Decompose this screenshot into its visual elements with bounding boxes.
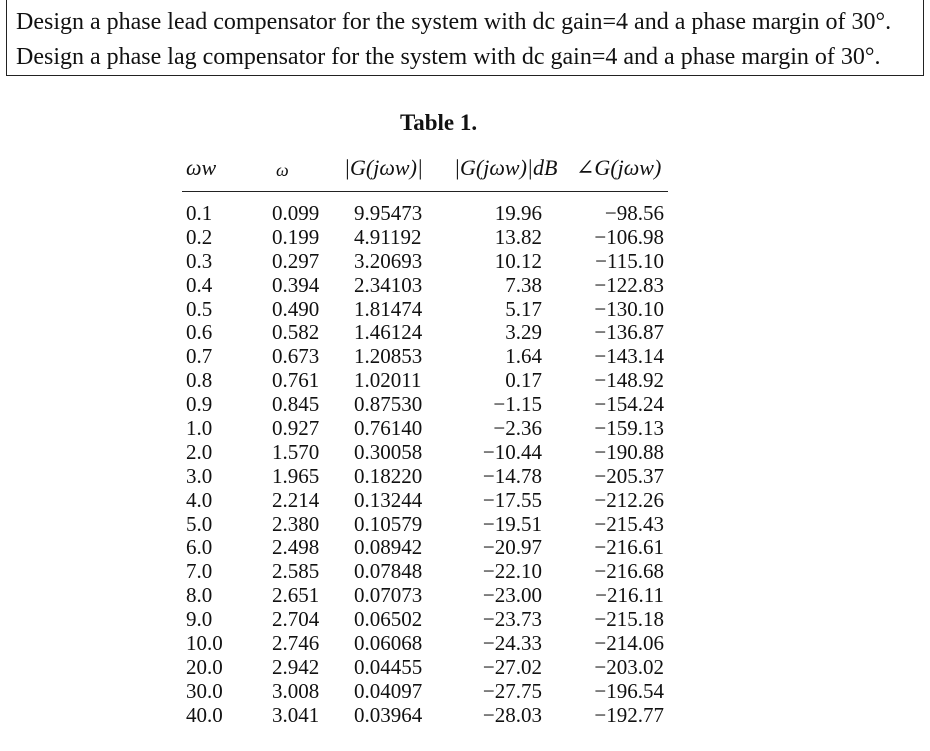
cell-magnitude: 0.18220 [354, 463, 423, 488]
cell-omega: 2.380 [272, 511, 320, 536]
cell-magnitude: 0.07073 [354, 583, 423, 608]
cell-phase-angle: −136.87 [594, 320, 664, 345]
cell-omega: 0.673 [272, 344, 320, 369]
cell-magnitude: 0.30058 [354, 439, 423, 464]
cell-phase-angle: −106.98 [594, 224, 664, 249]
cell-omega: 2.585 [272, 559, 320, 584]
table-row [0, 560, 930, 584]
cell-magnitude: 0.06068 [354, 631, 423, 656]
cell-magnitude: 1.46124 [354, 320, 423, 345]
cell-omega: 3.008 [272, 678, 320, 703]
cell-omega-w: 2.0 [186, 439, 213, 464]
cell-magnitude: 0.04097 [354, 678, 423, 703]
cell-omega: 0.927 [272, 416, 320, 441]
header-phase-angle: ∠G(jωw) [576, 155, 662, 180]
cell-magnitude: 0.07848 [354, 559, 423, 584]
cell-magnitude: 0.10579 [354, 511, 423, 536]
cell-omega-w: 20.0 [186, 654, 223, 679]
cell-magnitude-db: −24.33 [482, 631, 542, 656]
cell-magnitude-db: −19.51 [482, 511, 542, 536]
cell-omega-w: 0.9 [186, 392, 213, 417]
cell-magnitude: 0.08942 [354, 535, 423, 560]
table-row [0, 465, 930, 489]
cell-omega: 2.651 [272, 583, 320, 608]
cell-magnitude: 2.34103 [354, 272, 423, 297]
table-row [0, 680, 930, 704]
cell-magnitude-db: −1.15 [493, 392, 542, 417]
cell-omega: 0.761 [272, 368, 320, 393]
header-omega: ω [276, 160, 289, 180]
cell-magnitude-db: −27.02 [482, 654, 542, 679]
cell-phase-angle: −190.88 [594, 439, 664, 464]
cell-omega: 0.845 [272, 392, 320, 417]
table-row [0, 632, 930, 656]
table-row [0, 226, 930, 250]
cell-omega: 3.041 [272, 702, 320, 727]
cell-phase-angle: −115.10 [595, 248, 664, 273]
table-body [0, 202, 930, 728]
question-lag: Design a phase lag compensator for the system with dc gain=4 and a phase margin of 30°. [16, 44, 881, 70]
cell-omega: 0.199 [272, 224, 320, 249]
cell-magnitude: 4.91192 [354, 224, 422, 249]
cell-magnitude: 0.76140 [354, 416, 423, 441]
cell-omega-w: 0.4 [186, 272, 213, 297]
cell-magnitude-db: 1.64 [505, 344, 542, 369]
cell-magnitude: 1.81474 [354, 296, 423, 321]
cell-magnitude: 1.02011 [354, 368, 422, 393]
cell-magnitude: 0.06502 [354, 607, 423, 632]
cell-omega-w: 30.0 [186, 678, 223, 703]
cell-omega-w: 5.0 [186, 511, 213, 536]
question-lead: Design a phase lead compensator for the system with dc gain=4 and a phase margin of 30°. [16, 9, 892, 35]
cell-phase-angle: −192.77 [594, 702, 664, 727]
cell-magnitude-db: −17.55 [482, 487, 542, 512]
cell-magnitude-db: −2.36 [493, 416, 542, 441]
cell-phase-angle: −154.24 [594, 392, 664, 417]
cell-omega-w: 4.0 [186, 487, 213, 512]
cell-omega: 2.704 [272, 607, 320, 632]
cell-omega: 1.570 [272, 439, 320, 464]
cell-phase-angle: −205.37 [594, 463, 664, 488]
cell-magnitude: 0.13244 [354, 487, 423, 512]
cell-omega: 0.297 [272, 248, 320, 273]
table-row [0, 584, 930, 608]
cell-omega-w: 1.0 [186, 416, 213, 441]
cell-omega-w: 0.6 [186, 320, 213, 345]
cell-magnitude-db: −23.00 [482, 583, 542, 608]
cell-magnitude-db: 7.38 [505, 272, 542, 297]
cell-magnitude-db: −23.73 [482, 607, 542, 632]
table-row [0, 536, 930, 560]
header-omega-w: ωw [186, 155, 217, 180]
cell-omega-w: 3.0 [186, 463, 213, 488]
cell-phase-angle: −159.13 [594, 416, 664, 441]
table-row [0, 369, 930, 393]
cell-magnitude-db: 13.82 [494, 224, 542, 249]
cell-omega: 0.582 [272, 320, 320, 345]
cell-magnitude-db: −10.44 [482, 439, 542, 464]
cell-phase-angle: −203.02 [594, 654, 664, 679]
cell-omega: 1.965 [272, 463, 320, 488]
cell-omega: 0.490 [272, 296, 320, 321]
cell-phase-angle: −122.83 [594, 272, 664, 297]
cell-phase-angle: −143.14 [594, 344, 664, 369]
cell-magnitude-db: 3.29 [505, 320, 542, 345]
cell-magnitude-db: −27.75 [482, 678, 542, 703]
cell-omega-w: 10.0 [186, 631, 223, 656]
table-row [0, 441, 930, 465]
header-rule [182, 191, 668, 192]
header-magnitude-db: |G(jωw)|dB [454, 155, 558, 180]
cell-phase-angle: −216.68 [594, 559, 664, 584]
cell-omega-w: 0.3 [186, 248, 213, 273]
table-title: Table 1. [400, 110, 478, 135]
table-row [0, 417, 930, 441]
table-row [0, 274, 930, 298]
cell-magnitude: 0.04455 [354, 654, 423, 679]
cell-omega: 2.214 [272, 487, 320, 512]
cell-omega: 2.942 [272, 654, 320, 679]
cell-phase-angle: −196.54 [594, 678, 664, 703]
cell-phase-angle: −130.10 [594, 296, 664, 321]
cell-magnitude: 0.03964 [354, 702, 423, 727]
cell-omega-w: 6.0 [186, 535, 213, 560]
cell-omega: 0.099 [272, 201, 320, 225]
table-row [0, 608, 930, 632]
table-row [0, 704, 930, 728]
cell-omega: 0.394 [272, 272, 320, 297]
table-row [0, 202, 930, 226]
table-row [0, 656, 930, 680]
cell-omega-w: 0.7 [186, 344, 213, 369]
cell-phase-angle: −212.26 [594, 487, 664, 512]
header-magnitude: |G(jωw)| [344, 155, 423, 180]
cell-phase-angle: −216.61 [594, 535, 664, 560]
cell-phase-angle: −215.18 [594, 607, 664, 632]
cell-magnitude-db: −22.10 [482, 559, 542, 584]
cell-magnitude: 1.20853 [354, 344, 423, 369]
cell-omega-w: 0.8 [186, 368, 213, 393]
cell-omega-w: 7.0 [186, 559, 213, 584]
table-row [0, 393, 930, 417]
cell-magnitude-db: 10.12 [494, 248, 542, 273]
cell-phase-angle: −148.92 [594, 368, 664, 393]
table-row [0, 250, 930, 274]
table-row [0, 298, 930, 322]
cell-omega-w: 0.1 [186, 201, 213, 225]
cell-magnitude-db: 0.17 [505, 368, 542, 393]
cell-omega-w: 9.0 [186, 607, 213, 632]
cell-magnitude: 9.95473 [354, 201, 423, 225]
cell-magnitude: 0.87530 [354, 392, 423, 417]
table-row [0, 321, 930, 345]
cell-magnitude: 3.20693 [354, 248, 423, 273]
cell-magnitude-db: 5.17 [505, 296, 542, 321]
cell-omega: 2.498 [272, 535, 320, 560]
cell-phase-angle: −215.43 [594, 511, 664, 536]
cell-omega-w: 0.2 [186, 224, 213, 249]
cell-magnitude-db: −14.78 [482, 463, 542, 488]
cell-omega: 2.746 [272, 631, 320, 656]
cell-magnitude-db: −20.97 [482, 535, 542, 560]
cell-phase-angle: −216.11 [595, 583, 664, 608]
table-row [0, 345, 930, 369]
cell-omega-w: 40.0 [186, 702, 223, 727]
cell-magnitude-db: 19.96 [494, 201, 542, 225]
table-row [0, 489, 930, 513]
cell-omega-w: 0.5 [186, 296, 213, 321]
cell-magnitude-db: −28.03 [482, 702, 542, 727]
cell-phase-angle: −98.56 [604, 201, 664, 225]
table-row [0, 513, 930, 537]
cell-omega-w: 8.0 [186, 583, 213, 608]
cell-phase-angle: −214.06 [594, 631, 664, 656]
